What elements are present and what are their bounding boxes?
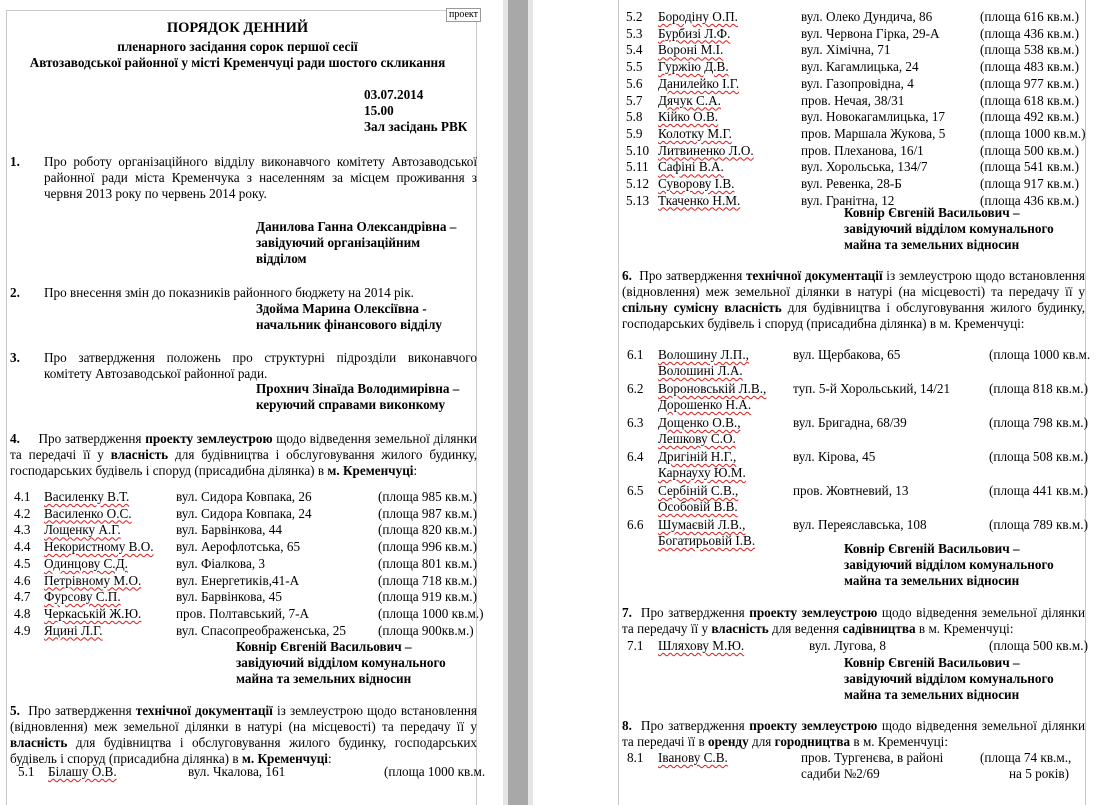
owner-name: Дощенко О.В., (658, 415, 741, 430)
owner-name: Гуржію Д.В. (658, 59, 729, 75)
parcel-address: вул. Переяславська, 108 (793, 517, 927, 532)
owner-name: Лощенку А.Г. (44, 522, 121, 538)
parcel-area: (площа 718 кв.м.) (378, 572, 477, 588)
parcel-address: вул. Хімічна, 71 (801, 42, 891, 58)
page-margin-line (6, 10, 7, 805)
intro-part: для будівництва і обслуговування жилого будинку, господарських будівель і споруд (присадибна ділянка) в (622, 300, 1085, 331)
responsible-name: Ковнір Євгеній Васильович – (844, 655, 1020, 670)
owner-name: Вороновській Л.В., (658, 381, 767, 396)
parcel-number: 4.3 (14, 522, 31, 538)
parcel-area: (площа 977 кв.м.) (980, 75, 1079, 91)
responsible-position: керуючий справами виконкому (256, 397, 446, 412)
responsible-name: Здойма Марина Олексіївна - (256, 301, 427, 316)
intro-bold: проекту землеустрою (749, 605, 878, 620)
owner-name: Фурсову С.П. (44, 589, 121, 605)
doc-title: ПОРЯДОК ДЕННИЙ (166, 20, 309, 36)
parcel-number: 4.1 (14, 489, 31, 504)
responsible-position: начальник фінансового відділу (256, 317, 442, 332)
parcel-row (533, 59, 1097, 75)
parcel-number: 5.6 (626, 75, 643, 91)
intro-part: для будівництва і обслуговування жилого будинку, господарських будівель і споруд (присадибна ділянка) в (10, 735, 477, 766)
parcel-number: 5.5 (626, 59, 643, 75)
parcel-address: вул. Олеко Дундича, 86 (801, 9, 933, 24)
parcel-area: (площа 74 кв.м., (980, 750, 1072, 765)
parcel-number: 7.1 (627, 638, 644, 653)
responsible-position: завідуючий організаційним (256, 235, 421, 250)
intro-part: Про затвердження (38, 431, 146, 446)
intro-part: м. Кременчуці (862, 734, 945, 749)
intro-part: : (1020, 316, 1025, 331)
parcel-address: вул. Червона Гірка, 29-А (801, 25, 940, 41)
parcel-area: (площа 798 кв.м.) (989, 415, 1088, 430)
parcel-address: вул. Ревенка, 28-Б (801, 176, 902, 191)
parcel-area: (площа 508 кв.м.) (989, 449, 1088, 464)
parcel-number: 5.8 (626, 109, 643, 125)
responsible-position: майна та земельних відносин (844, 687, 1020, 702)
owner-name: Черкаській Ж.Ю. (44, 605, 142, 621)
parcel-area: (площа 818 кв.м.) (989, 381, 1088, 396)
owner-name: Дячук С.А. (658, 92, 721, 108)
owner-name: Шляхову М.Ю. (658, 638, 745, 653)
parcel-address: вул. Фіалкова, 3 (176, 555, 266, 571)
parcel-number: 6.2 (627, 381, 644, 396)
parcel-number: 6.3 (627, 415, 644, 430)
parcel-address: вул. Бригадна, 68/39 (793, 415, 907, 430)
parcel-area: (площа 616 кв.м.) (980, 9, 1079, 24)
parcel-address: вул. Кірова, 45 (793, 449, 876, 464)
parcel-row (533, 638, 1097, 654)
owner-name: Волошині Л.А. (658, 363, 743, 378)
parcel-area: (площа 996 кв.м.) (378, 539, 477, 555)
parcel-address: вул. Сидора Ковпака, 24 (176, 505, 312, 521)
page-right (533, 0, 1097, 805)
parcel-number: 4.6 (14, 572, 31, 588)
parcel-number: 5.1 (18, 764, 35, 779)
parcel-address: садиби №2/69 (801, 766, 880, 781)
responsible-position: завідуючий відділом комунального (844, 221, 1054, 236)
parcel-address: вул. Чкалова, 161 (188, 764, 286, 779)
page-margin-line (6, 10, 476, 11)
responsible-position: майна та земельних відносин (844, 237, 1020, 252)
parcel-address: вул. Енергетиків,41-А (176, 572, 300, 588)
parcel-address: вул. Лугова, 8 (809, 638, 886, 653)
intro-part: для (748, 734, 775, 749)
item-number: 8. (622, 718, 632, 733)
meeting-time: 15.00 (364, 103, 394, 118)
intro-bold: спільну сумісну власність (622, 300, 782, 315)
doc-council: Автозаводської районної у місті Кременчуці ради шостого скликання (29, 55, 446, 70)
parcel-number: 5.12 (626, 176, 650, 191)
owner-name: Білашу О.В. (48, 764, 117, 779)
parcel-row (0, 623, 503, 639)
intro-bold: технічної документації (135, 703, 273, 718)
draft-stamp: проект (446, 8, 481, 22)
intro-part: для будівництва і обслуговування жилого будинку, господарських будівель і споруд (присадибна ділянка) в (10, 447, 477, 478)
parcel-address: вул. Хорольська, 134/7 (801, 159, 928, 175)
intro-part: м. Кременчуці (928, 621, 1010, 636)
responsible-name: Данилова Ганна Олександрівна – (256, 219, 457, 234)
item-number: 5. (10, 703, 20, 718)
intro-part: : (327, 751, 332, 766)
parcel-area: (площа 441 кв.м.) (989, 483, 1088, 498)
owner-name: Богатирьовій І.В. (658, 533, 756, 548)
intro-part: щодо відведення земельної ділянки та передачі її в (622, 718, 1085, 749)
owner-name: Сафіні В.А. (658, 159, 724, 175)
parcel-number: 5.13 (626, 192, 650, 208)
parcel-area: (площа 919 кв.м.) (378, 589, 477, 605)
parcel-area: (площа 436 кв.м.) (980, 192, 1079, 208)
parcel-row (0, 573, 503, 589)
parcel-area: (площа 538 кв.м.) (980, 42, 1079, 58)
parcel-number: 6.5 (627, 483, 644, 498)
responsible-position: завідуючий відділом комунального (844, 671, 1054, 686)
owner-name: Шумаєвій Л.В., (658, 517, 746, 532)
parcel-number: 6.1 (627, 347, 644, 362)
responsible-name: Ковнір Євгеній Васильович – (236, 639, 412, 654)
intro-bold: оренду (708, 734, 749, 749)
parcel-address: вул. Гранітна, 12 (801, 192, 895, 208)
parcel-row (0, 589, 503, 605)
parcel-row (533, 76, 1097, 92)
parcel-row (533, 750, 1097, 782)
agenda-item-intro (622, 268, 1085, 332)
intro-bold: проекту землеустрою (145, 431, 273, 446)
parcel-number: 5.3 (626, 25, 643, 41)
agenda-item-text: Про роботу організаційного відділу виконавчого комітету Автозаводської районної ради міста Кременчука з населенням за місцем проживання з червня 2013 року по червень 2014 року. (44, 154, 477, 201)
owner-name: Данилейко І.Г. (658, 75, 740, 91)
parcel-address: пров. Полтавський, 7-А (176, 605, 310, 621)
item-number: 3. (10, 350, 20, 365)
parcel-row (533, 93, 1097, 109)
intro-bold: власність (10, 735, 68, 750)
parcel-row (0, 489, 503, 505)
parcel-number: 6.4 (627, 449, 644, 464)
owner-name: Яцині Л.Г. (44, 622, 103, 638)
intro-bold: м. Кременчуці (327, 463, 414, 478)
parcel-area: (площа 500 кв.м.) (989, 638, 1088, 653)
parcel-number: 8.1 (627, 750, 644, 765)
parcel-row (533, 159, 1097, 175)
parcel-row (533, 415, 1097, 447)
meeting-place: Зал засідань РВК (364, 119, 468, 134)
parcel-address: вул. Аерофлотська, 65 (176, 539, 301, 555)
parcel-row (533, 483, 1097, 515)
parcel-number: 5.4 (626, 42, 643, 58)
parcel-area: (площа 987 кв.м.) (378, 505, 477, 521)
parcel-row (533, 176, 1097, 192)
parcel-number: 5.10 (626, 142, 650, 158)
owner-name: Карнауху Ю.М. (658, 465, 746, 480)
parcel-area: (площа 985 кв.м.) (378, 489, 477, 504)
intro-part: в (850, 734, 863, 749)
parcel-number: 5.9 (626, 125, 643, 141)
parcel-address: пров. Плеханова, 16/1 (801, 142, 924, 158)
parcel-row (533, 381, 1097, 413)
owner-name: Сербіній С.В., (658, 483, 739, 498)
parcel-area: (площа 1000 кв.м. (989, 347, 1091, 362)
page-edge (503, 0, 508, 805)
parcel-number: 6.6 (627, 517, 644, 532)
parcel-number: 5.11 (626, 159, 649, 175)
parcel-area: (площа 1000 кв.м. (384, 764, 486, 779)
agenda-item-intro (10, 703, 477, 767)
parcel-address: вул. Барвінкова, 44 (176, 522, 282, 538)
owner-name: Петрівному М.О. (44, 572, 142, 588)
parcel-number: 4.8 (14, 605, 31, 621)
agenda-item-text: Про внесення змін до показників районного бюджету на 2014 рік. (44, 285, 414, 300)
intro-bold: власність (711, 621, 769, 636)
responsible-name: Ковнір Євгеній Васильович – (844, 205, 1020, 220)
parcel-number: 5.2 (626, 9, 643, 24)
owner-name: Василенко О.С. (44, 505, 132, 521)
parcel-number: 4.7 (14, 589, 31, 605)
owner-name: Одинцову С.Д. (44, 555, 128, 571)
intro-part: : (1009, 621, 1014, 636)
parcel-address: вул. Сидора Ковпака, 26 (176, 489, 312, 504)
responsible-position: майна та земельних відносин (236, 671, 412, 686)
responsible-position: завідуючий відділом комунального (844, 557, 1054, 572)
parcel-row (533, 449, 1097, 481)
intro-part: Про затвердження (639, 268, 746, 283)
owner-name: Бурбизі Л.Ф. (658, 25, 731, 41)
parcel-row (533, 26, 1097, 42)
intro-bold: м. Кременчуці (241, 751, 328, 766)
owner-name: Кійко О.В. (658, 109, 719, 125)
parcel-row (533, 126, 1097, 142)
parcel-row (0, 606, 503, 622)
parcel-address: вул. Новокагамлицька, 17 (801, 109, 946, 125)
parcel-address: вул. Спасопреображенська, 25 (176, 622, 346, 638)
parcel-area: (площа 900кв.м.) (378, 622, 474, 638)
parcel-address: пров. Маршала Жукова, 5 (801, 125, 946, 141)
intro-part: : (413, 463, 418, 478)
intro-part: Про затвердження (640, 718, 750, 733)
page-margin-line (476, 10, 477, 805)
parcel-area: (площа 492 кв.м.) (980, 109, 1079, 125)
parcel-row (533, 42, 1097, 58)
agenda-item-intro (622, 605, 1085, 637)
meeting-date: 03.07.2014 (364, 87, 424, 102)
parcel-address: пров. Нечая, 38/31 (801, 92, 905, 108)
intro-bold: проекту землеустрою (749, 718, 878, 733)
responsible-position: майна та земельних відносин (844, 573, 1020, 588)
parcel-address: вул. Газопровідна, 4 (801, 75, 914, 91)
parcel-address: туп. 5-й Хорольський, 14/21 (793, 381, 951, 396)
item-number: 2. (10, 285, 20, 300)
item-number: 4. (10, 431, 20, 446)
owner-name: Колотку М.Г. (658, 125, 732, 141)
intro-bold: садівництва (842, 621, 916, 636)
parcel-area: (площа 789 кв.м.) (989, 517, 1088, 532)
parcel-address: пров. Тургенєва, в районі (801, 750, 944, 765)
item-number: 7. (622, 605, 632, 620)
parcel-row (0, 556, 503, 572)
parcel-row (533, 347, 1097, 379)
responsible-position: завідуючий відділом комунального (236, 655, 446, 670)
parcel-area: (площа 801 кв.м.) (378, 555, 477, 571)
owner-name: Лешкову С.О. (658, 431, 736, 446)
parcel-area: (площа 500 кв.м.) (980, 142, 1079, 158)
parcel-row (0, 764, 503, 780)
owner-name: Волошину Л.П., (658, 347, 749, 362)
intro-part: із землеустрою щодо встановлення (відновлення) меж земельної ділянки в натурі (на місцевості) та передачу її у (622, 268, 1085, 299)
intro-part: м. Кременчуці (939, 316, 1021, 331)
agenda-item-intro (10, 431, 477, 479)
parcel-number: 4.5 (14, 555, 31, 571)
parcel-row (533, 143, 1097, 159)
intro-bold: городництва (774, 734, 851, 749)
parcel-area: (площа 618 кв.м.) (980, 92, 1079, 108)
parcel-address: вул. Кагамлицька, 24 (801, 59, 919, 75)
intro-part: щодо відведення земельної ділянки та передачі її у (10, 431, 477, 462)
intro-part: Про затвердження (28, 703, 136, 718)
parcel-area: (площа 1000 кв.м.) (378, 605, 484, 621)
owner-name: Бородіну О.П. (658, 9, 738, 24)
parcel-address: вул. Барвінкова, 45 (176, 589, 282, 605)
page-gutter (508, 0, 528, 805)
parcel-area: (площа 541 кв.м.) (980, 159, 1079, 175)
intro-part: : (944, 734, 949, 749)
parcel-address: вул. Щербакова, 65 (793, 347, 901, 362)
item-number: 6. (622, 268, 632, 283)
responsible-position: відділом (256, 251, 307, 266)
owner-name: Некористному В.О. (44, 539, 154, 555)
owner-name: Василенку В.Т. (44, 489, 130, 504)
item-number: 1. (10, 154, 20, 169)
owner-name: Вороні М.І. (658, 42, 724, 58)
agenda-item-text: Про затвердження положень про структурні підрозділи виконавчого комітету Автозаводської районної ради. (44, 350, 477, 381)
parcel-address: пров. Жовтневий, 13 (793, 483, 909, 498)
intro-bold: технічної документації (746, 268, 883, 283)
intro-part: для ведення (768, 621, 843, 636)
parcel-number: 4.2 (14, 505, 31, 521)
parcel-row (0, 522, 503, 538)
agenda-item-intro (622, 718, 1085, 750)
page-left (0, 0, 503, 805)
parcel-number: 4.9 (14, 622, 31, 638)
parcel-row (533, 109, 1097, 125)
owner-name: Дорошенко Н.А. (658, 397, 752, 412)
parcel-area: (площа 436 кв.м.) (980, 25, 1079, 41)
owner-name: Суворову І.В. (658, 176, 735, 191)
owner-name: Ткаченко Н.М. (658, 192, 741, 208)
parcel-area: (площа 1000 кв.м.) (980, 125, 1086, 141)
parcel-row (533, 9, 1097, 25)
owner-name: Іванову С.В. (658, 750, 728, 765)
parcel-area: (площа 483 кв.м.) (980, 59, 1079, 75)
intro-part: в (915, 621, 929, 636)
intro-part: Про затвердження (640, 605, 750, 620)
intro-bold: власність (110, 447, 169, 462)
responsible-name: Ковнір Євгеній Васильович – (844, 541, 1020, 556)
parcel-row (0, 506, 503, 522)
parcel-area: (площа 820 кв.м.) (378, 522, 477, 538)
parcel-row (0, 539, 503, 555)
responsible-name: Прохнич Зінаїда Володимирівна – (256, 381, 460, 396)
intro-part: щодо відведення земельної ділянки та передачу її у (622, 605, 1085, 636)
parcel-area: (площа 917 кв.м.) (980, 176, 1079, 191)
parcel-number: 4.4 (14, 539, 31, 555)
parcel-number: 5.7 (626, 92, 643, 108)
intro-part: із землеустрою щодо встановлення (відновлення) меж земельної ділянки в натурі (на місцевості) та передачу її у (10, 703, 477, 734)
parcel-area: на 5 років) (1009, 766, 1069, 781)
doc-subtitle: пленарного засідання сорок першої сесії (117, 39, 358, 54)
owner-name: Дригіній Н.Г., (658, 449, 737, 464)
owner-name: Литвиненко Л.О. (658, 142, 754, 158)
owner-name: Особовій В.В. (658, 499, 738, 514)
